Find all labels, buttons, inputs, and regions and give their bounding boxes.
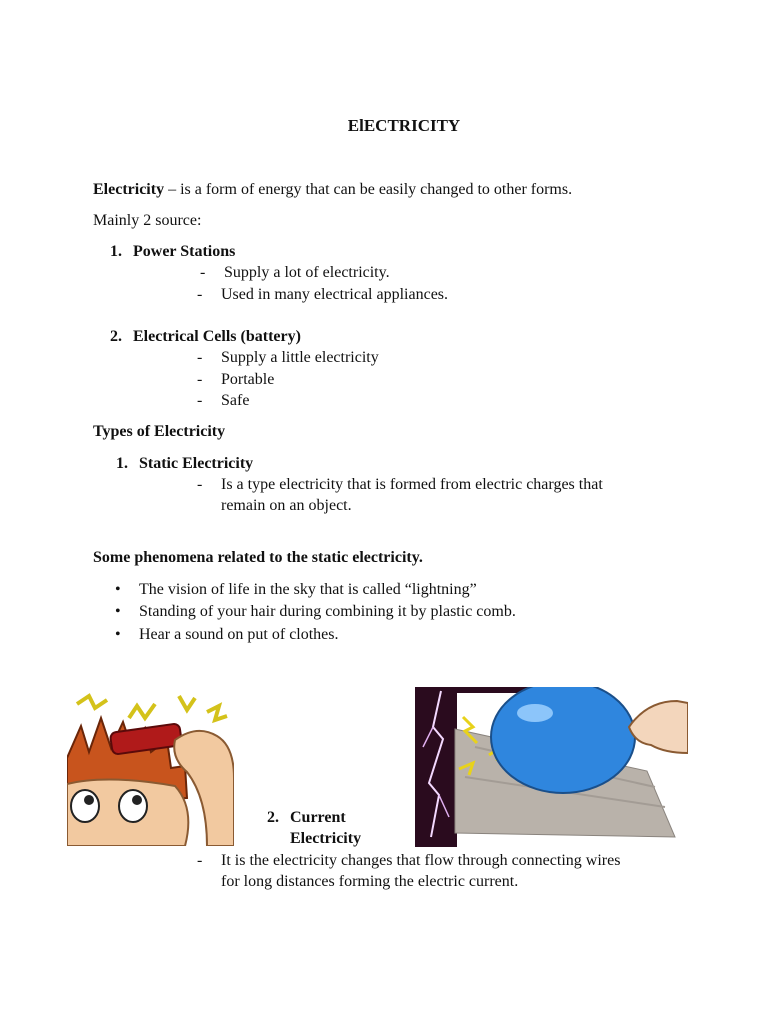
current-name: Current xyxy=(290,809,346,826)
source-2-number: 2. xyxy=(110,328,122,345)
current-name-cont: Electricity xyxy=(290,830,362,847)
source-2-point: - Safe xyxy=(221,391,249,411)
phenomenon-item: • Hear a sound on put of clothes. xyxy=(139,625,339,645)
source-2-point: - Supply a little electricity xyxy=(221,348,379,368)
current-description: - It is the electricity changes that flow through connecting wires xyxy=(221,851,620,871)
document-title: ElECTRICITY xyxy=(347,116,461,135)
static-name: Static Electricity xyxy=(139,455,254,472)
source-1-point: - Supply a lot of electricity. xyxy=(224,263,390,283)
phenomena-heading: Some phenomena related to the static electricity. xyxy=(93,549,423,566)
static-description-cont: remain on an object. xyxy=(221,497,352,514)
hair-comb-illustration xyxy=(67,688,234,846)
source-1-number: 1. xyxy=(110,243,122,260)
source-1-point: - Used in many electrical appliances. xyxy=(221,285,448,305)
current-number: 2. xyxy=(267,809,279,826)
phenomenon-item: • The vision of life in the sky that is called “lightning” xyxy=(139,580,477,600)
current-description-cont: for long distances forming the electric current. xyxy=(221,873,519,890)
source-2-point: - Portable xyxy=(221,370,274,390)
sources-heading: Mainly 2 source: xyxy=(93,212,202,229)
lightning-balloon-illustration xyxy=(415,687,688,847)
source-2-name: Electrical Cells (battery) xyxy=(133,328,301,345)
types-heading: Types of Electricity xyxy=(93,423,226,440)
definition-text: – is a form of energy that can be easily changed to other forms. xyxy=(164,181,573,198)
static-description: - Is a type electricity that is formed from electric charges that xyxy=(221,475,603,495)
phenomenon-item: • Standing of your hair during combining it by plastic comb. xyxy=(139,602,516,622)
definition-line xyxy=(93,180,572,200)
definition-term: Electricity xyxy=(93,181,165,198)
source-1-name: Power Stations xyxy=(133,243,236,260)
static-number: 1. xyxy=(116,455,128,472)
